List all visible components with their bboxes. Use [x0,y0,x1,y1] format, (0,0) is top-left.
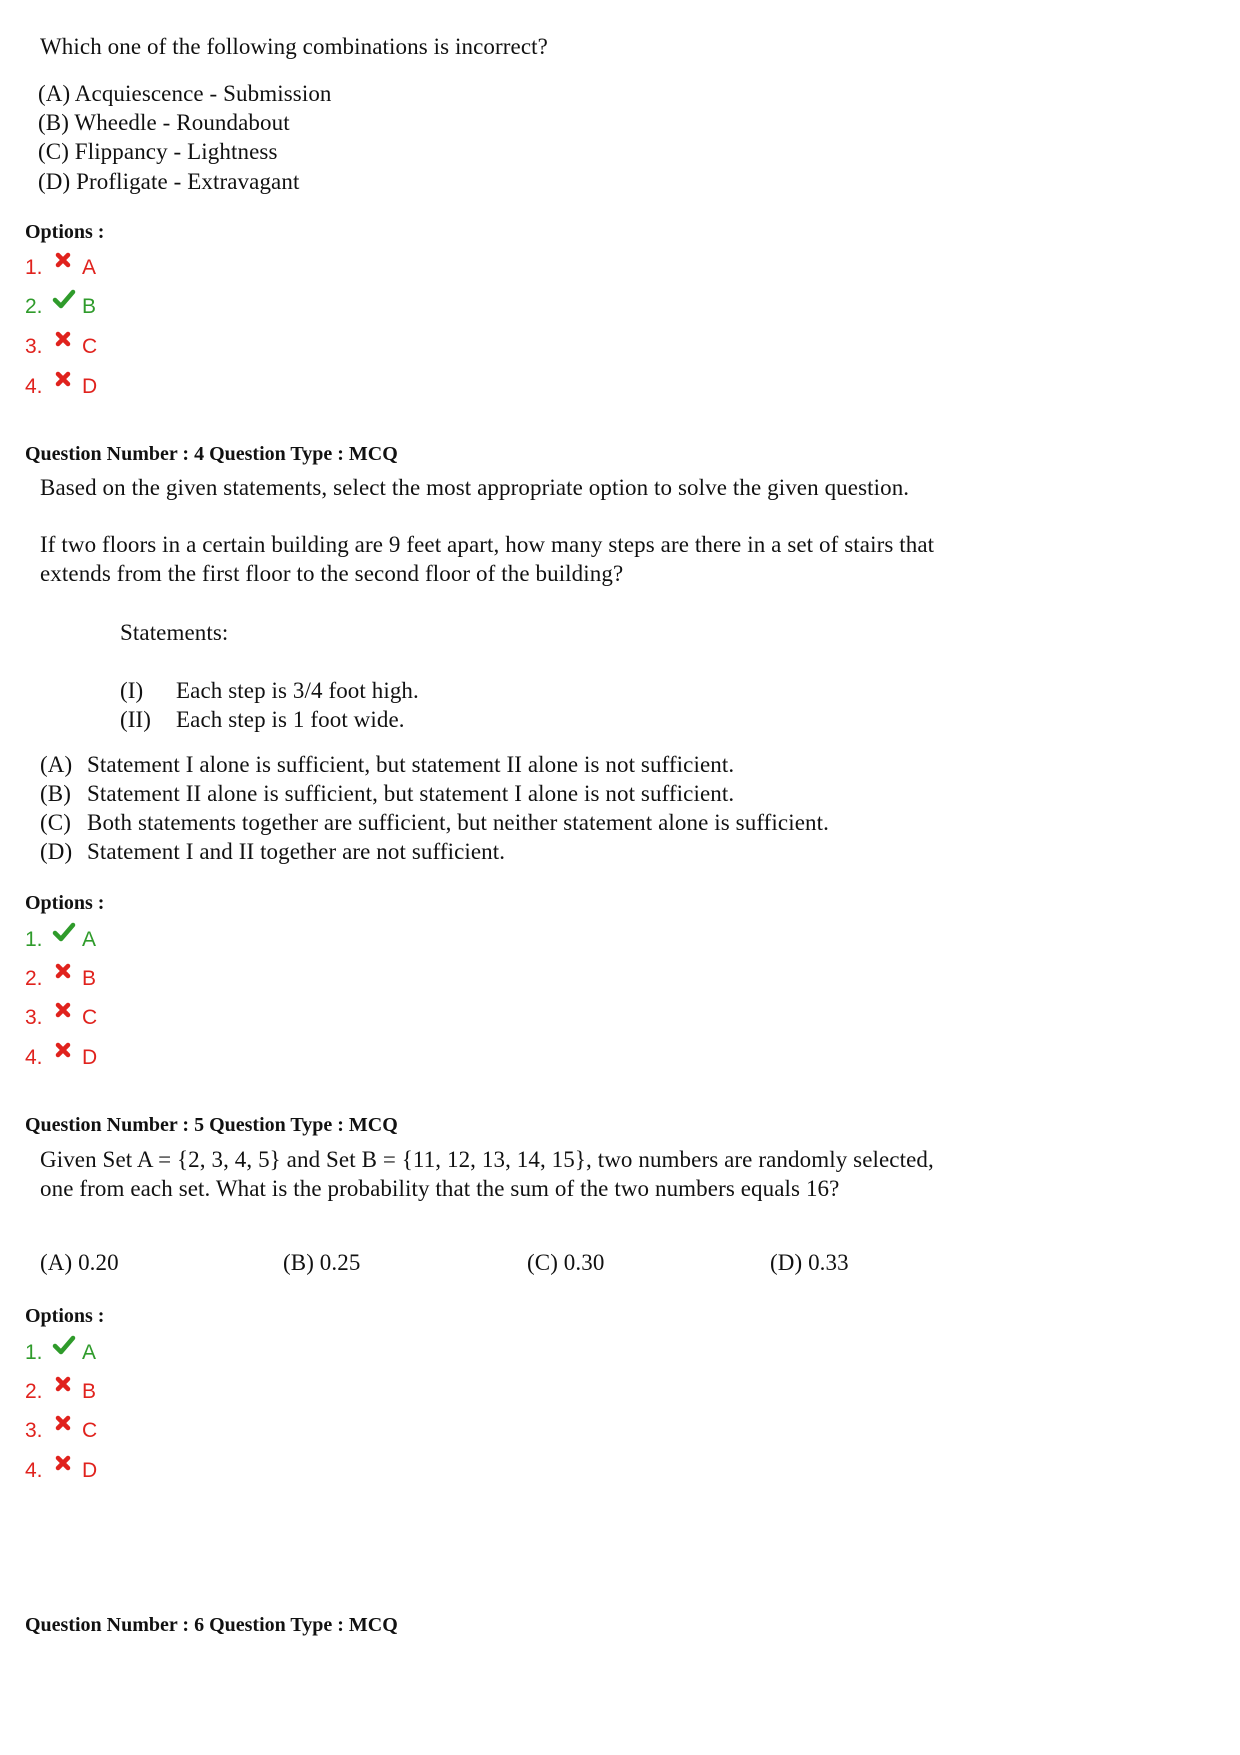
q4-choice-b [40,781,734,807]
option-letter: B [82,295,97,318]
q4-question-line-1: If two floors in a certain building are 9 feet apart, how many steps are there in a set of stairs that [40,532,935,557]
choice-text: Both statements together are sufficient, but neither statement alone is sufficient. [87,810,829,835]
q5-choice-c: (C) 0.30 [527,1250,605,1275]
option-number: 4. [25,1046,43,1069]
q4-statement-2 [120,707,405,733]
q4-statements-label: Statements: [120,620,229,645]
option-letter: D [82,1459,98,1482]
cross-icon [52,1000,76,1022]
q5-choice-d: (D) 0.33 [770,1250,849,1275]
q3-choice-d: (D) Profligate - Extravagant [38,169,300,194]
choice-text: Statement I and II together are not sufficient. [87,839,506,864]
option-letter: D [82,375,98,398]
option-number: 3. [25,1419,43,1442]
q3-choice-a: (A) Acquiescence - Submission [38,81,332,106]
cross-icon [52,1374,76,1396]
cross-icon [52,1040,76,1062]
option-number: 3. [25,1006,43,1029]
q4-choice-d [40,839,505,865]
check-icon [52,1335,76,1357]
q4-question-line-2: extends from the first floor to the second floor of the building? [40,561,624,586]
cross-icon [52,250,76,272]
option-letter: B [82,967,97,990]
option-letter: C [82,335,98,358]
option-letter: D [82,1046,98,1069]
option-letter: C [82,1006,98,1029]
cross-icon [52,1453,76,1475]
option-letter: A [82,1341,97,1364]
q3-options-label: Options : [25,221,105,243]
option-number: 4. [25,1459,43,1482]
q5-line-1: Given Set A = {2, 3, 4, 5} and Set B = {11, 12, 13, 14, 15}, two numbers are randomly selected, [40,1147,934,1172]
check-icon [52,289,76,311]
option-number: 2. [25,1380,43,1403]
option-number: 1. [25,1341,43,1364]
q4-intro: Based on the given statements, select the most appropriate option to solve the given question. [40,475,910,500]
cross-icon [52,961,76,983]
statement-text: Each step is 1 foot wide. [176,707,405,732]
q5-header: Question Number : 5 Question Type : MCQ [25,1114,398,1136]
option-number: 1. [25,928,43,951]
q3-prompt: Which one of the following combinations is incorrect? [40,34,548,59]
option-number: 3. [25,335,43,358]
choice-label: (B) [40,781,71,806]
cross-icon [52,329,76,351]
q5-line-2: one from each set. What is the probability that the sum of the two numbers equals 16? [40,1176,840,1201]
q4-choice-a [40,752,734,778]
choice-text: Statement I alone is sufficient, but statement II alone is not sufficient. [87,752,735,777]
statement-number: (I) [120,678,144,703]
q5-choice-b: (B) 0.25 [283,1250,361,1275]
check-icon [52,922,76,944]
q6-header: Question Number : 6 Question Type : MCQ [25,1614,398,1636]
cross-icon [52,369,76,391]
option-number: 1. [25,256,43,279]
q4-statement-1 [120,678,419,704]
option-letter: B [82,1380,97,1403]
choice-label: (C) [40,810,71,835]
option-letter: A [82,928,97,951]
option-number: 2. [25,295,43,318]
q3-choice-c: (C) Flippancy - Lightness [38,139,278,164]
q4-header: Question Number : 4 Question Type : MCQ [25,443,398,465]
statement-number: (II) [120,707,152,732]
option-letter: C [82,1419,98,1442]
choice-label: (A) [40,752,73,777]
q4-options-label: Options : [25,892,105,914]
option-number: 4. [25,375,43,398]
option-letter: A [82,256,97,279]
choice-text: Statement II alone is sufficient, but statement I alone is not sufficient. [87,781,735,806]
q3-choice-b: (B) Wheedle - Roundabout [38,110,290,135]
cross-icon [52,1413,76,1435]
statement-text: Each step is 3/4 foot high. [176,678,419,703]
q4-choice-c [40,810,829,836]
q5-choice-a: (A) 0.20 [40,1250,119,1275]
option-number: 2. [25,967,43,990]
choice-label: (D) [40,839,73,864]
q5-options-label: Options : [25,1305,105,1327]
